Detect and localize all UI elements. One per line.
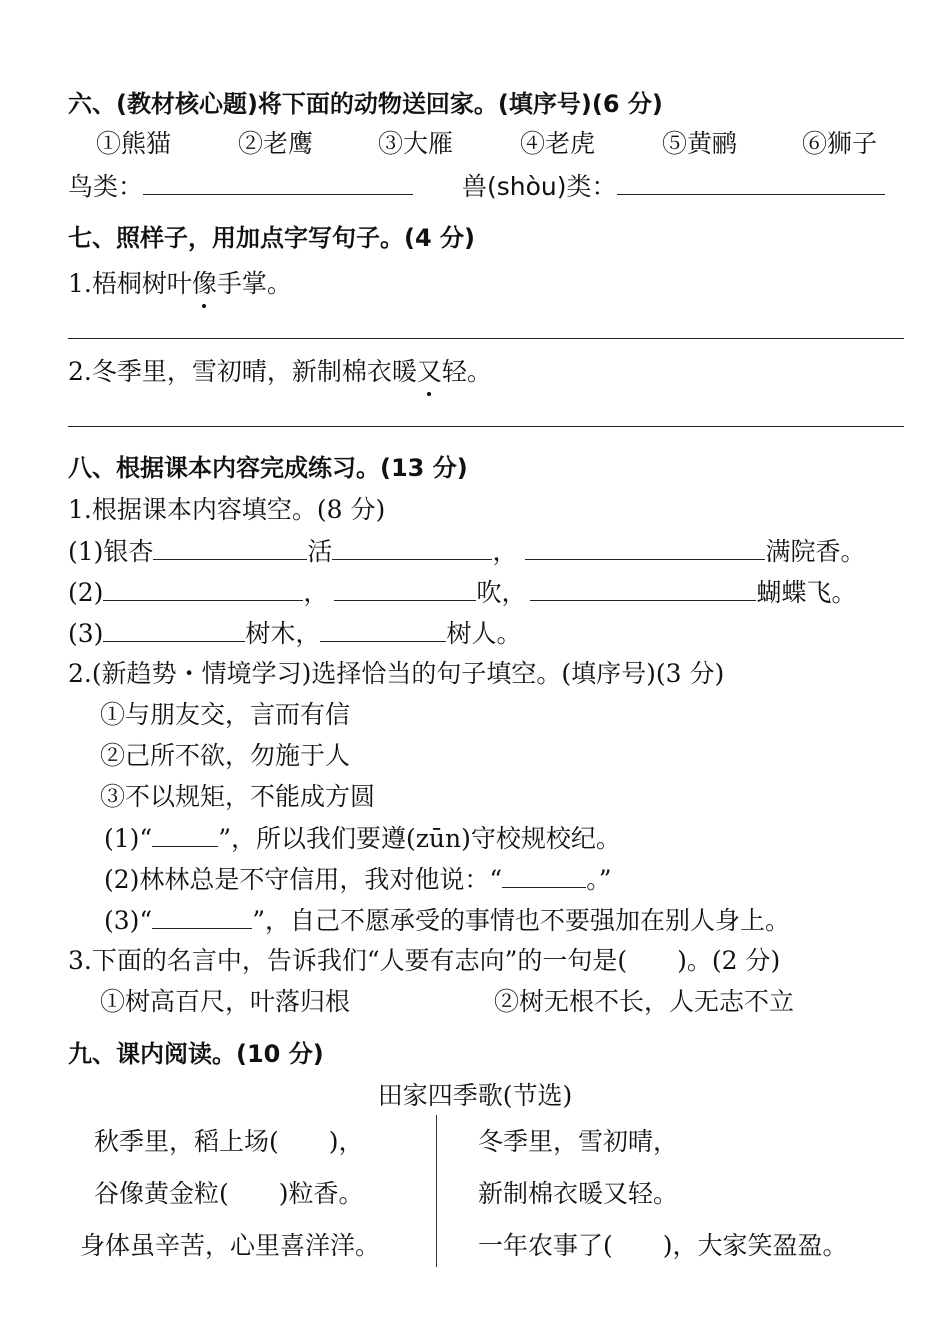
fill-item-1	[104, 820, 621, 857]
sentence-1	[68, 266, 292, 302]
fill-blank[interactable]	[152, 902, 252, 929]
sentence-2-post: 轻。	[441, 357, 492, 386]
fill-blank[interactable]	[334, 574, 476, 601]
fill-text: 活	[307, 537, 333, 566]
poem-right-line-2: 新制棉衣暖又轻。	[478, 1179, 679, 1208]
beast-answer-blank[interactable]	[617, 168, 885, 195]
q3-option-2: ②树无根不长，人无志不立	[494, 987, 795, 1016]
fill-item-2	[104, 861, 611, 898]
fill-text: 蝴蝶飞。	[756, 578, 857, 607]
fill-text: (1)“	[104, 824, 153, 853]
poem-left-line-1: 秋季里，稻上场( )，	[94, 1127, 364, 1156]
animal-option: ①熊猫	[96, 129, 172, 158]
q3-option-1: ①树高百尺，叶落归根	[100, 987, 351, 1016]
option-2: ②己所不欲，勿施于人	[100, 741, 351, 770]
fill-blank[interactable]	[320, 615, 446, 642]
sentence-1-post: 手掌。	[216, 269, 292, 298]
poem-right-line-1: 冬季里，雪初晴，	[478, 1127, 679, 1156]
answer-line-2[interactable]	[68, 426, 904, 427]
fill-blank[interactable]	[152, 820, 218, 847]
fill-blank[interactable]	[153, 533, 307, 560]
sentence-1-pre: 1.梧桐树叶	[68, 269, 192, 298]
beast-label: 兽(shòu)类：	[462, 172, 617, 201]
fill-blank[interactable]	[332, 533, 492, 560]
fill-item-3	[104, 902, 790, 939]
fill-text: 。”	[586, 865, 612, 894]
poem-right-line-3: 一年农事了( )，大家笑盈盈。	[478, 1231, 848, 1260]
fill-text: (2)林林总是不守信用，我对他说：“	[104, 865, 503, 894]
fill-text: ，	[303, 578, 329, 607]
fill-text: ，	[492, 537, 518, 566]
section-8-title: 八、根据课本内容完成练习。(13 分)	[68, 454, 468, 482]
fill-row-3	[68, 615, 521, 652]
fill-text: 树人。	[446, 619, 522, 648]
fill-text: 吹，	[476, 578, 527, 607]
fill-blank[interactable]	[103, 615, 245, 642]
fill-text: ”，自己不愿承受的事情也不要强加在别人身上。	[252, 906, 790, 935]
sub-question-1: 1.根据课本内容填空。(8 分)	[68, 495, 386, 524]
bird-answer-blank[interactable]	[143, 168, 413, 195]
answer-line-1[interactable]	[68, 338, 904, 339]
sub-question-2: 2.(新趋势・情境学习)选择恰当的句子填空。(填序号)(3 分)	[68, 659, 725, 688]
bird-label: 鸟类：	[68, 172, 144, 201]
sentence-2	[68, 354, 492, 390]
fill-text: 树木，	[245, 619, 321, 648]
section-7-title: 七、照样子，用加点字写句子。(4 分)	[68, 224, 475, 252]
fill-blank[interactable]	[103, 574, 303, 601]
animal-option: ④老虎	[520, 129, 596, 158]
sentence-2-pre: 2.冬季里，雪初晴，新制棉衣暖	[68, 357, 417, 386]
animal-option: ②老鹰	[238, 129, 314, 158]
poem-divider	[436, 1115, 437, 1267]
animal-option: ③大雁	[378, 129, 454, 158]
fill-text: ”，所以我们要遵(zūn)守校规校纪。	[218, 824, 621, 853]
fill-row-1	[68, 533, 865, 570]
poem-left-line-3: 身体虽辛苦，心里喜洋洋。	[80, 1231, 381, 1260]
fill-blank[interactable]	[525, 533, 765, 560]
fill-text: (3)“	[104, 906, 153, 935]
fill-blank[interactable]	[502, 861, 586, 888]
poem-title: 田家四季歌(节选)	[377, 1081, 573, 1110]
animal-option: ⑥狮子	[802, 129, 878, 158]
animal-option: ⑤黄鹂	[662, 129, 738, 158]
fill-text: (2)	[68, 578, 104, 607]
section-6-title: 六、(教材核心题)将下面的动物送回家。(填序号)(6 分)	[68, 90, 663, 118]
option-1: ①与朋友交，言而有信	[100, 700, 351, 729]
dotted-char: 又	[417, 354, 442, 390]
fill-row-2	[68, 574, 856, 611]
fill-text: 满院香。	[765, 537, 866, 566]
fill-text: (1)银杏	[68, 537, 154, 566]
option-3: ③不以规矩，不能成方圆	[100, 782, 376, 811]
section-9-title: 九、课内阅读。(10 分)	[68, 1040, 324, 1068]
fill-text: (3)	[68, 619, 104, 648]
fill-blank[interactable]	[530, 574, 756, 601]
poem-left-line-2: 谷像黄金粒( )粒香。	[94, 1179, 364, 1208]
dotted-char: 像	[192, 266, 217, 302]
sub-question-3: 3.下面的名言中，告诉我们“人要有志向”的一句是( )。(2 分)	[68, 946, 781, 975]
